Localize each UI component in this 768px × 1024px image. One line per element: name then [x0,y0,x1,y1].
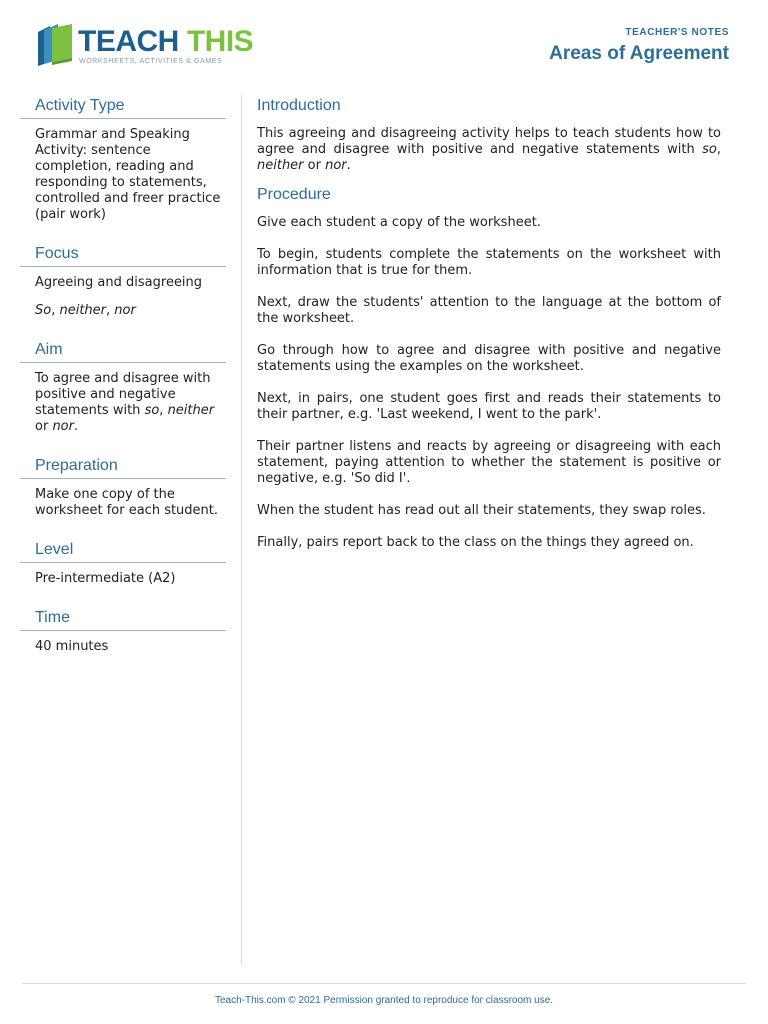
focus-words: So, neither, nor [35,303,136,318]
focus-text: Agreeing and disagreeing [35,275,203,290]
book-logo-icon [36,22,76,68]
footer-copyright: Teach-This.com © 2021 Permission granted to reproduce for classroom use. [214,995,554,1006]
activity-type-text: Grammar and Speaking Activity: sentence completion, reading and responding to statements, controlled and freer practice (pair work) [35,127,221,222]
procedure-step: To begin, students complete the statements on the worksheet with information that is true for them. [257,247,721,278]
logo-word-this: THIS [186,25,254,58]
time-text: 40 minutes [35,639,109,654]
procedure-step: Go through how to agree and disagree with positive and negative statements using the examples on the worksheet. [257,343,721,374]
procedure-step: Next, in pairs, one student goes first and reads their statements to their partner, e.g. 'Last weekend, I went to the park'. [257,391,721,422]
procedure-step: Finally, pairs report back to the class on the things they agreed on. [257,535,694,550]
preparation-text: Make one copy of the worksheet for each student. [35,487,219,518]
procedure-step: When the student has read out all their statements, they swap roles. [257,503,706,518]
aim-text: To agree and disagree with positive and negative statements with so, neither or nor. [35,371,215,434]
logo-word-teach: TEACH [78,25,179,58]
focus-section [20,243,226,319]
teachers-notes-label: TEACHER'S NOTES [625,27,729,38]
procedure-step: Next, draw the students' attention to the language at the bottom of the worksheet. [257,295,721,326]
logo-wordmark [78,26,253,58]
focus-heading: Focus [20,243,226,267]
aim-heading: Aim [20,339,226,363]
logo-tagline: WORKSHEETS, ACTIVITIES & GAMES [79,58,223,65]
level-text: Pre-intermediate (A2) [35,571,176,586]
main-content [257,95,721,567]
procedure-step: Give each student a copy of the worksheet. [257,215,541,230]
preparation-section [20,455,226,519]
time-section [20,607,226,655]
level-section [20,539,226,587]
footer-divider [22,983,746,984]
time-heading: Time [20,607,226,631]
sidebar [20,95,226,675]
column-divider [241,95,242,965]
introduction-heading: Introduction [257,97,341,114]
activity-type-heading: Activity Type [20,95,226,119]
activity-type-section [20,95,226,223]
procedure-step: Their partner listens and reacts by agreeing or disagreeing with each statement, paying attention to whether the statement is positive or negative, e.g. 'So did I'. [257,439,721,486]
preparation-heading: Preparation [20,455,226,479]
level-heading: Level [20,539,226,563]
introduction-text: This agreeing and disagreeing activity helps to teach students how to agree and disagree with positive and negative statements with so, neither or nor. [257,126,721,173]
page-title: Areas of Agreement [549,43,729,64]
teach-this-logo [36,22,254,72]
aim-section [20,339,226,435]
procedure-heading: Procedure [257,186,331,203]
